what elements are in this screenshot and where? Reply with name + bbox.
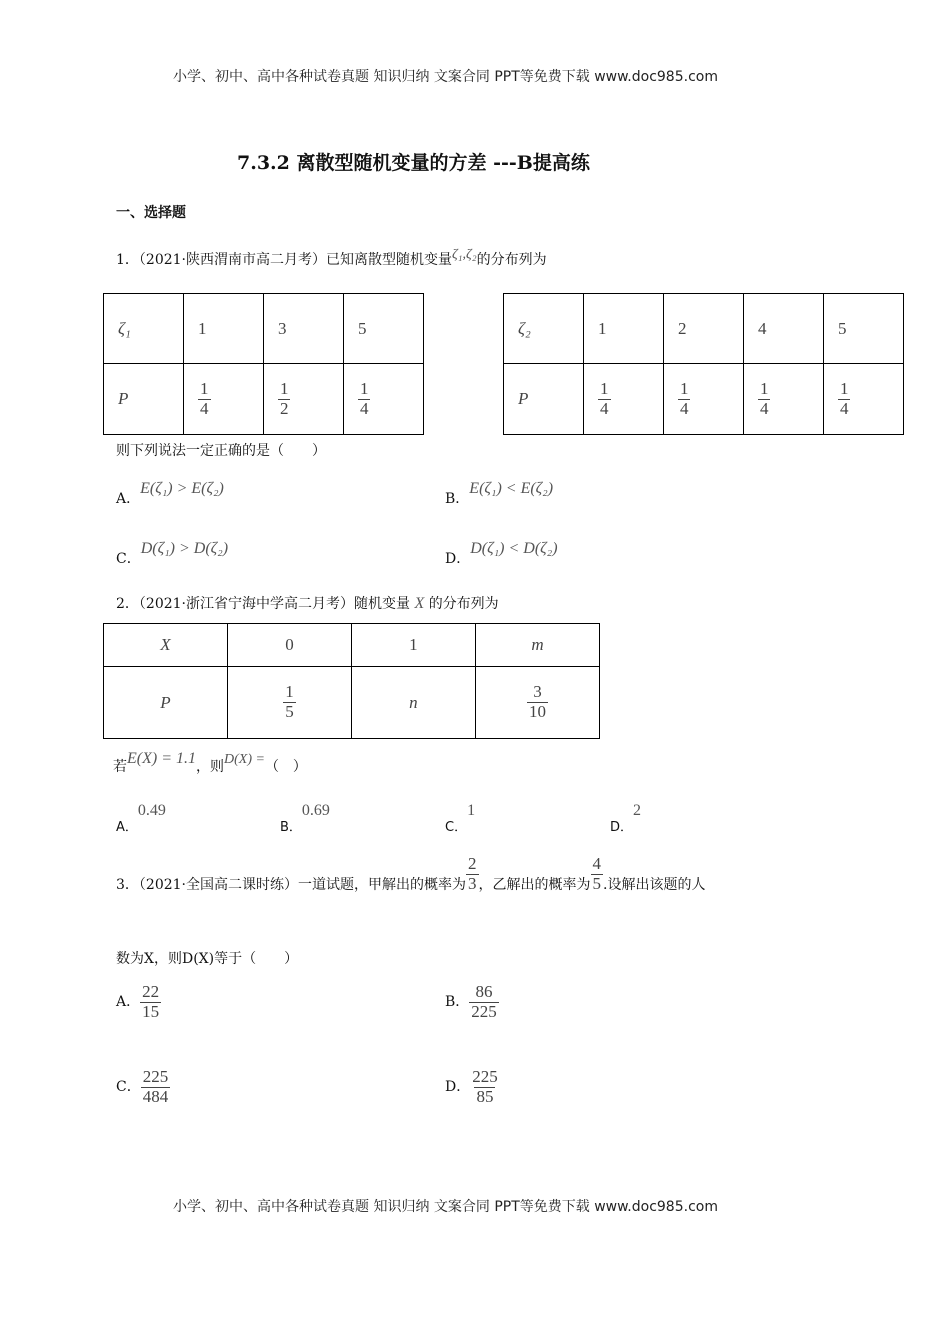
q1t2-prob-label: P — [504, 364, 584, 435]
option-label: D． — [610, 820, 634, 835]
q2-stem-pre: 若 — [113, 759, 127, 775]
q2-table — [103, 623, 600, 739]
q2-condition: E(X) = 1.1 — [127, 750, 196, 767]
q1-table-zeta2 — [503, 293, 904, 435]
question-2-stem — [116, 593, 499, 613]
q2-prompt — [113, 748, 307, 775]
q2-ask: D(X) = — [224, 752, 265, 767]
q1t1-value: 3 — [263, 294, 343, 364]
q1t1-prob: $\frac{1}{4}$ — [200, 378, 209, 418]
q2-stem-end: （ ） — [264, 759, 307, 775]
q2-option-a[interactable] — [116, 800, 166, 835]
q1-vars: ζ₁,ζ₂ — [452, 247, 477, 262]
page-footer: 小学、初中、高中各种试卷真题 知识归纳 文案合同 PPT等免费下载 www.doc985.com — [173, 1199, 718, 1215]
q3-line-2: 数为X，则D(X)等于（ ） — [116, 951, 299, 967]
q2-var: X — [414, 595, 425, 612]
option-fraction: $\frac{86}{225}$ — [471, 982, 497, 1021]
option-label: A． — [116, 491, 141, 507]
option-fraction: $\frac{22}{15}$ — [142, 982, 160, 1021]
q2t-prob: $\frac{1}{5}$ — [285, 682, 294, 721]
q1-option-b[interactable] — [445, 478, 554, 507]
q1t2-prob: $\frac{1}{4}$ — [679, 378, 689, 418]
q1t1-head: ζ₁ — [104, 294, 184, 364]
option-fraction: $\frac{225}{85}$ — [472, 1067, 498, 1106]
option-expr: D(ζ₁) < D(ζ₂) — [470, 540, 558, 557]
q1t2-head: ζ₂ — [504, 294, 584, 364]
option-expr: D(ζ₁) > D(ζ₂) — [140, 540, 229, 557]
q1t2-prob: $\frac{1}{4}$ — [759, 378, 769, 418]
option-value: 1 — [467, 802, 476, 819]
q1t1-prob-label: P — [104, 364, 184, 435]
q1-option-d[interactable] — [445, 538, 558, 567]
q2t-head: X — [104, 624, 228, 667]
option-label: B． — [280, 820, 302, 835]
option-expr: E(ζ₁) > E(ζ₂) — [140, 480, 224, 497]
q1t2-value: 4 — [743, 294, 823, 364]
option-label: A． — [116, 994, 141, 1011]
q2t-value: 0 — [227, 624, 351, 667]
q2-option-c[interactable] — [445, 800, 476, 835]
q2t-prob: $\frac{3}{10}$ — [528, 682, 546, 721]
q1-lead: 1．（2021·陕西渭南市高二月考）已知离散型随机变量 — [116, 252, 452, 268]
page-title: 7.3.2 离散型随机变量的方差 ---B提高练 — [237, 152, 590, 174]
option-label: B． — [445, 491, 470, 507]
q3-lead: 3．（2021·全国高二课时练）一道试题，甲解出的概率为 — [116, 877, 466, 894]
option-label: C． — [116, 551, 141, 567]
q2t-value: m — [475, 624, 599, 667]
q2-lead: 2．（2021·浙江省宁海中学高二月考）随机变量 — [116, 596, 410, 612]
option-label: C． — [116, 1079, 141, 1096]
option-value: 0.69 — [301, 802, 330, 819]
option-label: C． — [445, 820, 468, 835]
q2t-prob-label: P — [104, 667, 228, 739]
q3-tail: .设解出该题的人 — [603, 877, 706, 894]
q3-prob-jia: $\frac{2}{3}$ — [468, 854, 477, 893]
option-value: 0.49 — [137, 802, 166, 819]
question-3-stem — [116, 855, 705, 893]
q2-tail: 的分布列为 — [428, 596, 499, 612]
q1-table-zeta1 — [103, 293, 424, 435]
option-expr: E(ζ₁) < E(ζ₂) — [469, 480, 554, 497]
q3-option-d[interactable] — [445, 1068, 500, 1106]
q1t1-value: 1 — [184, 294, 264, 364]
q1t2-value: 5 — [823, 294, 903, 364]
q2-option-d[interactable] — [610, 800, 642, 835]
q1-option-c[interactable] — [116, 538, 229, 567]
option-label: D． — [445, 1079, 471, 1096]
option-label: B． — [445, 994, 470, 1011]
q2-stem-mid: ，则 — [196, 759, 224, 775]
page-header: 小学、初中、高中各种试卷真题 知识归纳 文案合同 PPT等免费下载 www.doc985.com — [173, 69, 718, 85]
q1t2-prob: $\frac{1}{4}$ — [600, 378, 609, 418]
q1t2-value: 2 — [663, 294, 743, 364]
q1t1-value: 5 — [343, 294, 423, 364]
q2t-prob: n — [351, 667, 475, 739]
question-1-stem — [116, 249, 547, 269]
q1t1-prob: $\frac{1}{2}$ — [279, 378, 289, 418]
option-label: D． — [445, 551, 471, 567]
q2-option-b[interactable] — [280, 800, 330, 835]
q1-option-a[interactable] — [116, 478, 224, 507]
section-heading: 一、选择题 — [116, 205, 186, 221]
option-value: 2 — [633, 802, 642, 819]
q3-prob-yi: $\frac{4}{5}$ — [592, 854, 601, 893]
q2t-value: 1 — [351, 624, 475, 667]
q1-tail: 的分布列为 — [476, 252, 547, 268]
option-label: A． — [116, 820, 138, 835]
q1t1-prob: $\frac{1}{4}$ — [359, 378, 369, 418]
q3-mid: ，乙解出的概率为 — [478, 877, 591, 894]
q3-option-a[interactable] — [116, 983, 161, 1021]
q3-option-c[interactable] — [116, 1068, 170, 1106]
q1t2-prob: $\frac{1}{4}$ — [839, 378, 849, 418]
q3-option-b[interactable] — [445, 983, 499, 1021]
q1-prompt: 则下列说法一定正确的是（ ） — [116, 443, 326, 459]
q1t2-value: 1 — [584, 294, 664, 364]
option-fraction: $\frac{225}{484}$ — [142, 1067, 169, 1106]
